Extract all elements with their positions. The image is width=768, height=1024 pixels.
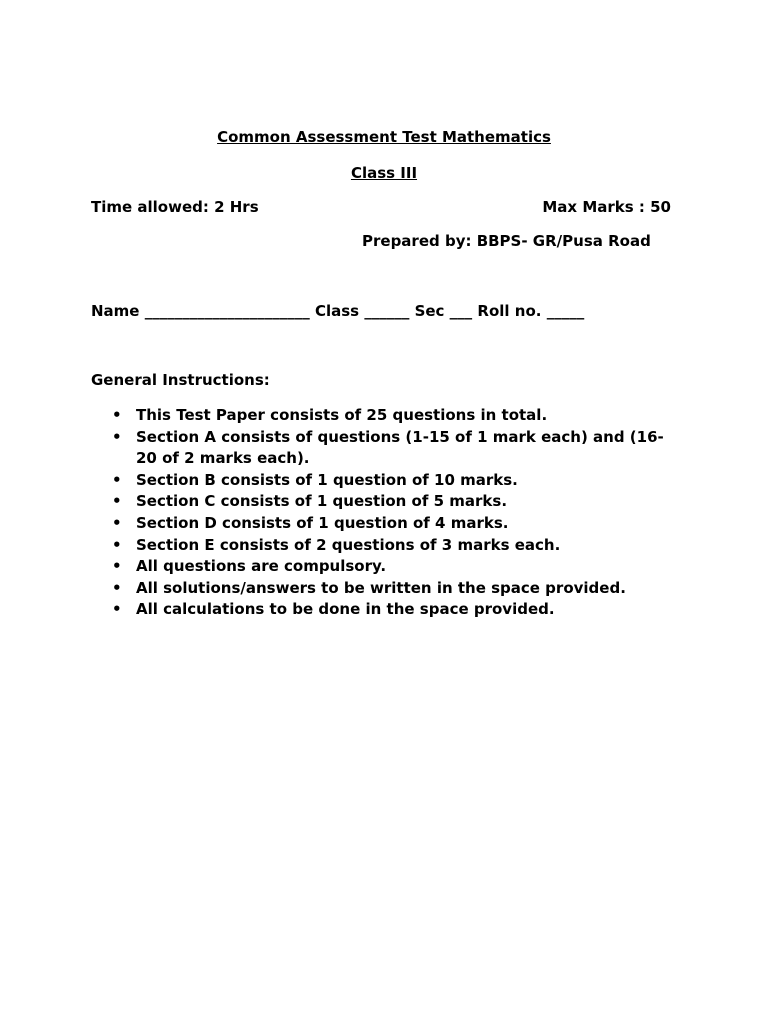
prepared-by: Prepared by: BBPS- GR/Pusa Road — [362, 232, 651, 250]
instruction-text: All solutions/answers to be written in the space provided. — [136, 578, 626, 597]
list-item — [91, 535, 681, 557]
list-item — [91, 578, 681, 600]
student-details-row — [91, 302, 584, 320]
instruction-text: All calculations to be done in the space provided. — [136, 600, 555, 619]
paper-title: Common Assessment Test Mathematics — [217, 128, 551, 146]
max-marks: Max Marks : 50 — [542, 198, 671, 216]
instruction-text: This Test Paper consists of 25 questions in total. — [136, 406, 548, 424]
bullet-icon: • — [112, 470, 122, 489]
bullet-icon: • — [112, 600, 122, 619]
list-item — [91, 427, 681, 470]
bullet-icon: • — [112, 535, 122, 554]
instruction-text: Section C consists of 1 question of 5 marks. — [136, 492, 508, 511]
instruction-text: Section E consists of 2 questions of 3 marks each. — [136, 535, 561, 554]
bullet-icon: • — [112, 492, 122, 511]
sec-label: Sec — [414, 302, 445, 320]
bullet-icon: • — [112, 557, 122, 576]
list-item — [91, 513, 681, 535]
class-blank: ______ — [364, 302, 410, 320]
list-item — [91, 556, 681, 578]
instructions-list — [91, 405, 681, 621]
class-heading: Class III — [350, 164, 418, 182]
name-label: Name — [91, 302, 140, 320]
list-item — [91, 470, 681, 492]
class-label: Class — [314, 302, 360, 320]
list-item — [91, 599, 681, 621]
instructions-heading: General Instructions: — [91, 371, 270, 389]
list-item — [91, 491, 681, 513]
bullet-icon: • — [112, 513, 122, 532]
instruction-text: Section B consists of 1 question of 10 marks. — [136, 470, 518, 489]
instruction-text: All questions are compulsory. — [136, 557, 387, 576]
roll-blank: _____ — [546, 302, 585, 320]
sec-blank: ___ — [449, 302, 473, 320]
instruction-text: Section D consists of 1 question of 4 marks. — [136, 513, 509, 532]
bullet-icon: • — [112, 578, 122, 597]
bullet-icon: • — [112, 427, 122, 446]
bullet-icon: • — [112, 406, 122, 424]
instruction-text: Section A consists of questions (1-15 of 1 mark each) and (16-20 of 2 marks each). — [136, 427, 664, 468]
list-item — [91, 405, 681, 427]
name-blank: ______________________ — [144, 302, 310, 320]
roll-label: Roll no. — [477, 302, 542, 320]
time-allowed: Time allowed: 2 Hrs — [91, 198, 259, 216]
